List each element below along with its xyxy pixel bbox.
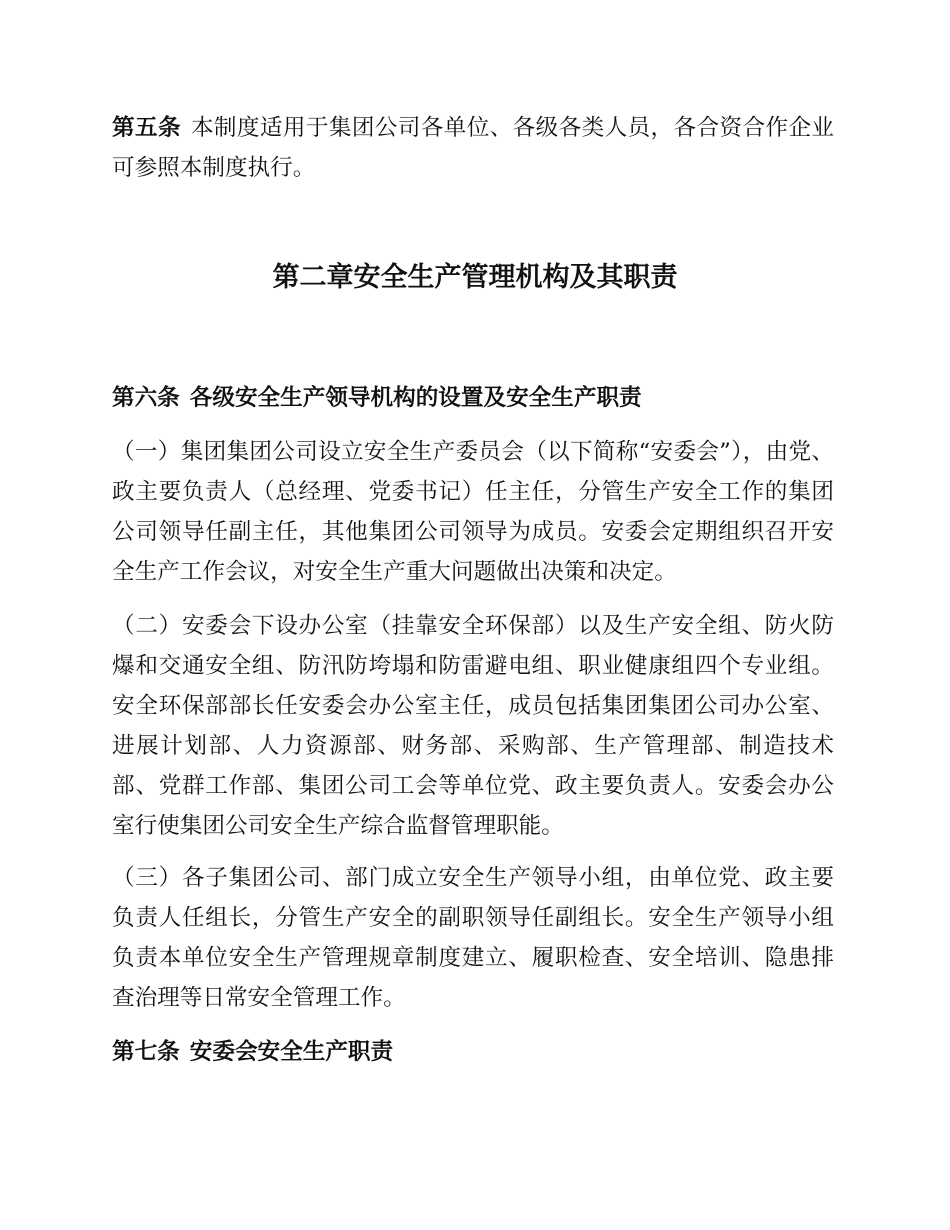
article-6-item-1: （一）集团集团公司设立安全生产委员会（以下简称“安委会”），由党、政主要负责人（总经理、党委书记）任主任，分管生产安全工作的集团公司领导任副主任，其他集团公司领导为成员。安委会定期组织召开安全生产工作会议，对安全生产重大问题做出决策和决定。	[112, 439, 834, 585]
article-7-heading	[112, 1032, 834, 1072]
article-6-item-2: （二）安委会下设办公室（挂靠安全环保部）以及生产安全组、防火防爆和交通安全组、防汛防垮塌和防雷避电组、职业健康组四个专业组。安全环保部部长任安委会办公室主任，成员包括集团集团公司办公室、进展计划部、人力资源部、财务部、采购部、生产管理部、制造技术部、党群工作部、集团公司工会等单位党、政主要负责人。安委会办公室行使集团公司安全生产综合监督管理职能。	[112, 613, 834, 839]
article-7-label: 第七条	[112, 1039, 180, 1065]
article-5-text: 本制度适用于集团公司各单位、各级各类人员，各合资合作企业可参照本制度执行。	[112, 115, 835, 181]
article-5-paragraph	[112, 108, 834, 188]
article-6-label: 第六条	[112, 385, 180, 411]
article-5-label: 第五条	[112, 115, 181, 141]
article-6-heading-text: 各级安全生产领导机构的设置及安全生产职责	[189, 385, 642, 411]
article-6-item-3: （三）各子集团公司、部门成立安全生产领导小组，由单位党、政主要负责人任组长，分管生产安全的副职领导任副组长。安全生产领导小组负责本单位安全生产管理规章制度建立、履职检查、安全培训、隐患排查治理等日常安全管理工作。	[112, 865, 834, 1011]
chapter-title: 第二章安全生产管理机构及其职责	[272, 262, 678, 293]
article-6-heading	[112, 378, 834, 418]
article-7-heading-text: 安委会安全生产职责	[189, 1039, 394, 1065]
